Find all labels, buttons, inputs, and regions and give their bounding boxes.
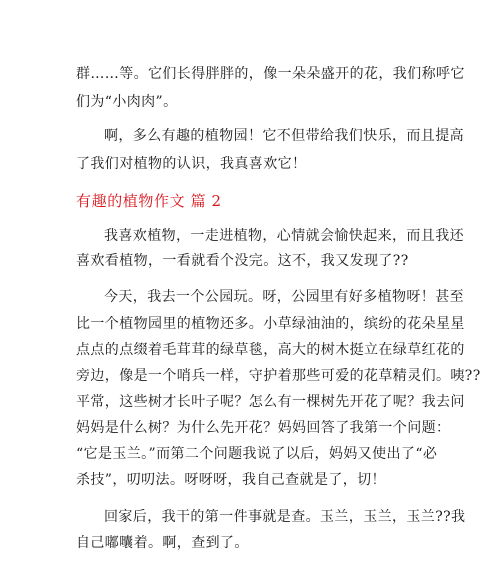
text-line: 点点的点缀着毛茸茸的绿草毯，高大的树木挺立在绿草红花的	[76, 342, 465, 358]
text-line: 比一个植物园里的植物还多。小草绿油油的，缤纷的花朵星星	[76, 316, 465, 332]
text-line: 们为“小肉肉”。	[76, 94, 178, 110]
text-line: 平常，这些树才长叶子呢？怎么有一棵树先开花了呢？我去问	[76, 394, 465, 410]
text-line: 旁边，像是一个哨兵一样，守护着那些可爱的花草精灵们。咦??	[76, 368, 481, 384]
text-line: 我喜欢植物，一走进植物，心情就会愉快起来，而且我还	[104, 228, 464, 244]
text-line: 了我们对植物的认识，我真喜欢它！	[76, 156, 307, 172]
text-line: 妈妈是什么树？为什么先开花？妈妈回答了我第一个问题：	[76, 420, 451, 436]
text-line: 回家后，我干的第一件事就是查。玉兰，玉兰，玉兰??我	[104, 509, 466, 525]
text-line: 群……等。它们长得胖胖的，像一朵朵盛开的花，我们称呼它	[76, 66, 465, 82]
text-line: 自己嘟囔着。啊，查到了。	[76, 535, 249, 551]
text-line: 啊，多么有趣的植物园！它不但带给我们快乐，而且提高	[104, 128, 464, 144]
section-heading: 有趣的植物作文 篇 2	[76, 192, 222, 210]
text-line: “它是玉兰。”而第二个问题我说了以后，妈妈又使出了“必	[76, 446, 438, 462]
text-line: 今天，我去一个公园玩。呀，公园里有好多植物呀！甚至	[104, 289, 464, 305]
text-line: 喜欢看植物，一看就看个没完。这不，我又发现了??	[76, 253, 409, 269]
text-line: 杀技”，叨叨法。呀呀呀，我自己查就是了，切！	[76, 472, 386, 488]
